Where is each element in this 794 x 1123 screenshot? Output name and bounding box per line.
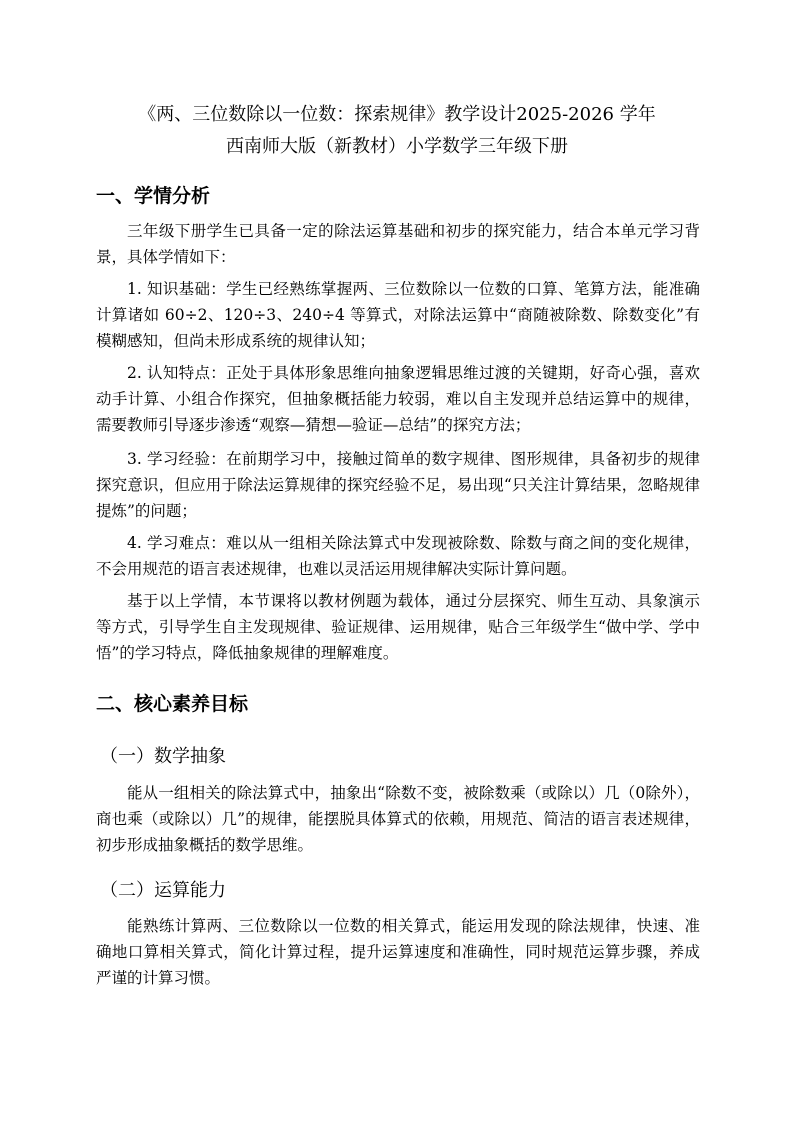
paragraph-computation: 能熟练计算两、三位数除以一位数的相关算式，能运用发现的除法规律，快速、准确地口算相关算式，简化计算过程，提升运算速度和准确性，同时规范运算步骤，养成严谨的计算习惯。	[96, 917, 700, 987]
paragraph-item-2: 2. 认知特点：正处于具体形象思维向抽象逻辑思维过渡的关键期，好奇心强，喜欢动手计算、小组合作探究，但抽象概括能力较弱，难以自主发现并总结运算中的规律，需要教师引导逐步渗透“观察—猜想—验证—总结”的探究方法；	[96, 364, 700, 434]
subsection-heading-computation: （二）运算能力	[100, 880, 226, 901]
document-title: 《两、三位数除以一位数：探索规律》教学设计2025-2026 学年	[138, 104, 656, 125]
section-heading-learning-analysis: 一、学情分析	[96, 185, 211, 207]
paragraph-math-abstraction: 能从一组相关的除法算式中，抽象出“除数不变，被除数乘（或除以）几（0除外），商也乘（或除以）几”的规律，能摆脱具体算式的依赖，用规范、简洁的语言表述规律，初步形成抽象概括的数学思维。	[96, 784, 700, 854]
paragraph-item-4: 4. 学习难点：难以从一组相关除法算式中发现被除数、除数与商之间的变化规律，不会用规范的语言表述规律，也难以灵活运用规律解决实际计算问题。	[96, 534, 700, 578]
section-heading-core-literacy: 二、核心素养目标	[96, 693, 249, 715]
paragraph-item-3: 3. 学习经验：在前期学习中，接触过简单的数字规律、图形规律，具备初步的规律探究意识，但应用于除法运算规律的探究经验不足，易出现“只关注计算结果，忽略规律提炼”的问题；	[96, 450, 700, 520]
document-subtitle: 西南师大版（新教材）小学数学三年级下册	[226, 136, 568, 157]
paragraph-intro: 三年级下册学生已具备一定的除法运算基础和初步的探究能力，结合本单元学习背景，具体学情如下：	[96, 222, 700, 266]
paragraph-item-1: 1. 知识基础：学生已经熟练掌握两、三位数除以一位数的口算、笔算方法，能准确计算诸如 60÷2、120÷3、240÷4 等算式，对除法运算中“商随被除数、除数变化”有模糊感知，但尚未形成系统的规律认知；	[96, 280, 700, 350]
subsection-heading-math-abstraction: （一）数学抽象	[100, 746, 226, 767]
paragraph-summary: 基于以上学情，本节课将以教材例题为载体，通过分层探究、师生互动、具象演示等方式，引导学生自主发现规律、验证规律、运用规律，贴合三年级学生“做中学、学中悟”的学习特点，降低抽象规律的理解难度。	[96, 592, 700, 662]
